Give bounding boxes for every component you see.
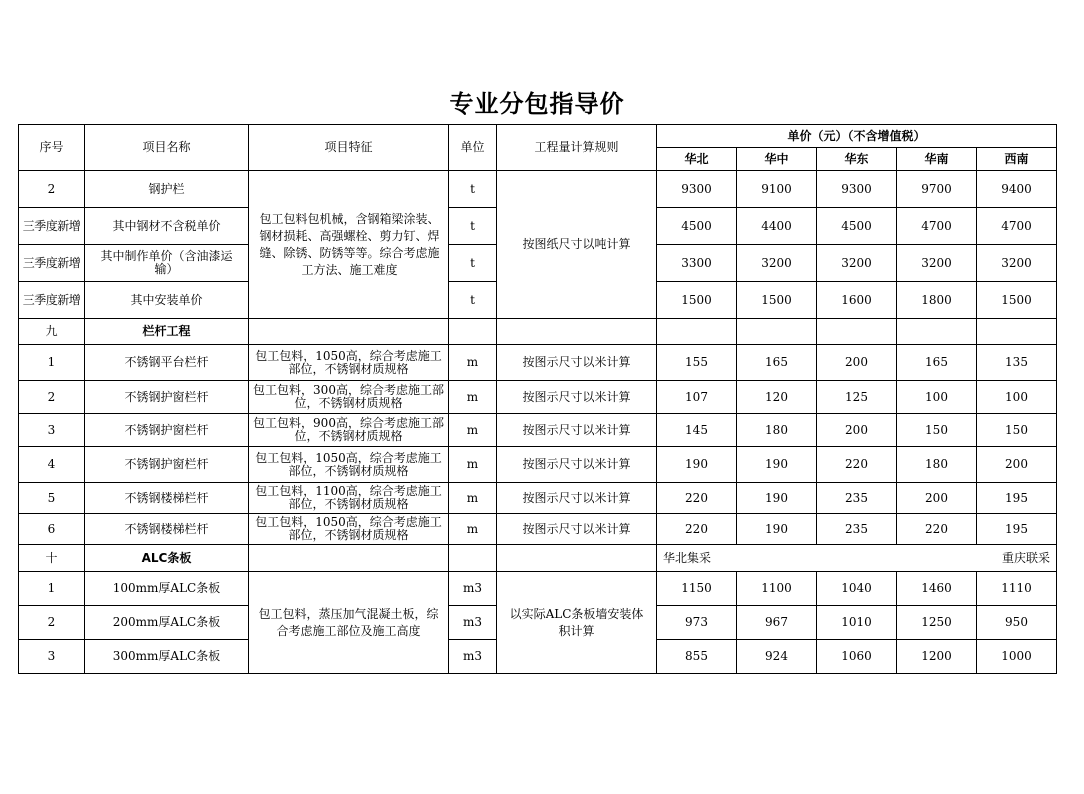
price-east: 235 (817, 483, 897, 514)
price-southwest: 1000 (977, 640, 1057, 674)
price-south: 180 (897, 447, 977, 483)
row-feature: 包工包料，1050高，综合考虑施工部位，不锈钢材质规格 (249, 345, 449, 381)
price-central: 1500 (737, 282, 817, 319)
price-south: 220 (897, 514, 977, 545)
price-east: 200 (817, 414, 897, 447)
row-unit: m (449, 414, 497, 447)
price-central: 165 (737, 345, 817, 381)
row-seq: 三季度新增 (19, 208, 85, 245)
header-region-east: 华东 (817, 148, 897, 171)
page-title: 专业分包指导价 (449, 90, 625, 118)
price-north: 145 (657, 414, 737, 447)
row-name: 不锈钢楼梯栏杆 (85, 514, 249, 545)
price-east: 4500 (817, 208, 897, 245)
price-east: 1600 (817, 282, 897, 319)
row-seq: 2 (19, 171, 85, 208)
price-east: 125 (817, 381, 897, 414)
row-seq: 4 (19, 447, 85, 483)
row-rule: 按图示尺寸以米计算 (497, 447, 657, 483)
empty-cell (449, 545, 497, 572)
row-rule: 按图纸尺寸以吨计算 (497, 171, 657, 319)
header-rule: 工程量计算规则 (497, 125, 657, 171)
table-row (19, 345, 1057, 381)
row-feature: 包工包料，900高，综合考虑施工部位，不锈钢材质规格 (249, 414, 449, 447)
price-south: 200 (897, 483, 977, 514)
row-name: 300mm厚ALC条板 (85, 640, 249, 674)
price-east: 220 (817, 447, 897, 483)
row-rule: 按图示尺寸以米计算 (497, 414, 657, 447)
row-name: 不锈钢护窗栏杆 (85, 414, 249, 447)
row-seq: 1 (19, 345, 85, 381)
price-southwest: 195 (977, 483, 1057, 514)
price-south: 3200 (897, 245, 977, 282)
row-seq: 3 (19, 414, 85, 447)
price-south: 1800 (897, 282, 977, 319)
row-unit: t (449, 245, 497, 282)
price-southwest: 200 (977, 447, 1057, 483)
row-name: 不锈钢平台栏杆 (85, 345, 249, 381)
price-southwest: 1110 (977, 572, 1057, 606)
price-east: 1060 (817, 640, 897, 674)
section-row-alc (19, 545, 1057, 572)
row-name: 钢护栏 (85, 171, 249, 208)
row-feature: 包工包料，1050高，综合考虑施工部位，不锈钢材质规格 (249, 447, 449, 483)
header-region-central: 华中 (737, 148, 817, 171)
header-row-1 (19, 125, 1057, 148)
row-unit: t (449, 282, 497, 319)
empty-cell (657, 319, 737, 345)
price-north: 973 (657, 606, 737, 640)
table-row (19, 381, 1057, 414)
empty-cell (249, 319, 449, 345)
price-central: 3200 (737, 245, 817, 282)
row-unit: m (449, 514, 497, 545)
empty-cell (249, 545, 449, 572)
price-south: 1250 (897, 606, 977, 640)
row-rule: 按图示尺寸以米计算 (497, 345, 657, 381)
empty-cell (449, 319, 497, 345)
row-seq: 三季度新增 (19, 245, 85, 282)
price-north: 220 (657, 514, 737, 545)
price-central: 1100 (737, 572, 817, 606)
row-feature: 包工包料，300高，综合考虑施工部位，不锈钢材质规格 (249, 381, 449, 414)
row-feature: 包工包料包机械，含钢箱梁涂装、钢材损耗、高强螺栓、剪力钉、焊缝、除锈、防锈等等。综合考虑施工方法、施工难度 (249, 171, 449, 319)
row-rule: 按图示尺寸以米计算 (497, 483, 657, 514)
row-feature: 包工包料，蒸压加气混凝土板，综合考虑施工部位及施工高度 (249, 572, 449, 674)
table-row (19, 171, 1057, 208)
price-east: 1010 (817, 606, 897, 640)
header-region-north: 华北 (657, 148, 737, 171)
price-north: 220 (657, 483, 737, 514)
row-feature: 包工包料，1050高，综合考虑施工部位，不锈钢材质规格 (249, 514, 449, 545)
row-seq: 2 (19, 606, 85, 640)
price-central: 4400 (737, 208, 817, 245)
section-number: 十 (19, 545, 85, 572)
price-central: 180 (737, 414, 817, 447)
table-row (19, 483, 1057, 514)
empty-cell (737, 319, 817, 345)
section-number: 九 (19, 319, 85, 345)
price-north: 1500 (657, 282, 737, 319)
section-title: ALC条板 (85, 545, 249, 572)
row-seq: 2 (19, 381, 85, 414)
row-seq: 三季度新增 (19, 282, 85, 319)
table-row (19, 447, 1057, 483)
procurement-notes (657, 545, 1057, 572)
price-south: 4700 (897, 208, 977, 245)
price-south: 1200 (897, 640, 977, 674)
row-unit: t (449, 208, 497, 245)
row-name: 100mm厚ALC条板 (85, 572, 249, 606)
section-row-railing (19, 319, 1057, 345)
row-name: 不锈钢护窗栏杆 (85, 381, 249, 414)
price-south: 1460 (897, 572, 977, 606)
row-feature: 包工包料，1100高，综合考虑施工部位，不锈钢材质规格 (249, 483, 449, 514)
row-unit: t (449, 171, 497, 208)
row-unit: m (449, 345, 497, 381)
header-feature: 项目特征 (249, 125, 449, 171)
price-north: 4500 (657, 208, 737, 245)
price-south: 165 (897, 345, 977, 381)
row-unit: m3 (449, 606, 497, 640)
row-name: 不锈钢护窗栏杆 (85, 447, 249, 483)
price-central: 924 (737, 640, 817, 674)
row-unit: m (449, 447, 497, 483)
price-central: 190 (737, 514, 817, 545)
empty-cell (497, 319, 657, 345)
price-southwest: 4700 (977, 208, 1057, 245)
row-seq: 1 (19, 572, 85, 606)
note-north-procurement: 华北集采 (663, 550, 712, 565)
row-rule: 以实际ALC条板墙安装体积计算 (497, 572, 657, 674)
price-southwest: 100 (977, 381, 1057, 414)
row-unit: m3 (449, 572, 497, 606)
price-central: 9100 (737, 171, 817, 208)
price-central: 190 (737, 483, 817, 514)
row-name: 其中制作单价（含油漆运输） (85, 245, 249, 282)
table-row (19, 572, 1057, 606)
section-title: 栏杆工程 (85, 319, 249, 345)
price-north: 855 (657, 640, 737, 674)
price-south: 9700 (897, 171, 977, 208)
price-southwest: 195 (977, 514, 1057, 545)
price-east: 200 (817, 345, 897, 381)
price-south: 150 (897, 414, 977, 447)
header-region-southwest: 西南 (977, 148, 1057, 171)
price-north: 3300 (657, 245, 737, 282)
empty-cell (977, 319, 1057, 345)
price-central: 967 (737, 606, 817, 640)
row-seq: 6 (19, 514, 85, 545)
price-north: 155 (657, 345, 737, 381)
header-seq: 序号 (19, 125, 85, 171)
price-southwest: 9400 (977, 171, 1057, 208)
price-southwest: 150 (977, 414, 1057, 447)
price-east: 1040 (817, 572, 897, 606)
price-north: 107 (657, 381, 737, 414)
price-north: 9300 (657, 171, 737, 208)
price-southwest: 135 (977, 345, 1057, 381)
row-seq: 3 (19, 640, 85, 674)
row-rule: 按图示尺寸以米计算 (497, 381, 657, 414)
row-unit: m3 (449, 640, 497, 674)
row-name: 不锈钢楼梯栏杆 (85, 483, 249, 514)
empty-cell (897, 319, 977, 345)
price-table (18, 124, 1057, 674)
header-price: 单价（元）（不含增值税） (657, 125, 1057, 148)
price-east: 9300 (817, 171, 897, 208)
price-southwest: 3200 (977, 245, 1057, 282)
price-north: 1150 (657, 572, 737, 606)
row-unit: m (449, 483, 497, 514)
price-southwest: 950 (977, 606, 1057, 640)
row-rule: 按图示尺寸以米计算 (497, 514, 657, 545)
row-name: 其中钢材不含税单价 (85, 208, 249, 245)
header-region-south: 华南 (897, 148, 977, 171)
price-north: 190 (657, 447, 737, 483)
price-south: 100 (897, 381, 977, 414)
table-row (19, 414, 1057, 447)
price-east: 235 (817, 514, 897, 545)
header-unit: 单位 (449, 125, 497, 171)
empty-cell (817, 319, 897, 345)
price-east: 3200 (817, 245, 897, 282)
price-southwest: 1500 (977, 282, 1057, 319)
header-name: 项目名称 (85, 125, 249, 171)
table-row (19, 514, 1057, 545)
row-unit: m (449, 381, 497, 414)
row-name: 200mm厚ALC条板 (85, 606, 249, 640)
note-chongqing-procurement: 重庆联采 (1001, 550, 1050, 565)
row-name: 其中安装单价 (85, 282, 249, 319)
row-seq: 5 (19, 483, 85, 514)
price-central: 120 (737, 381, 817, 414)
price-central: 190 (737, 447, 817, 483)
empty-cell (497, 545, 657, 572)
